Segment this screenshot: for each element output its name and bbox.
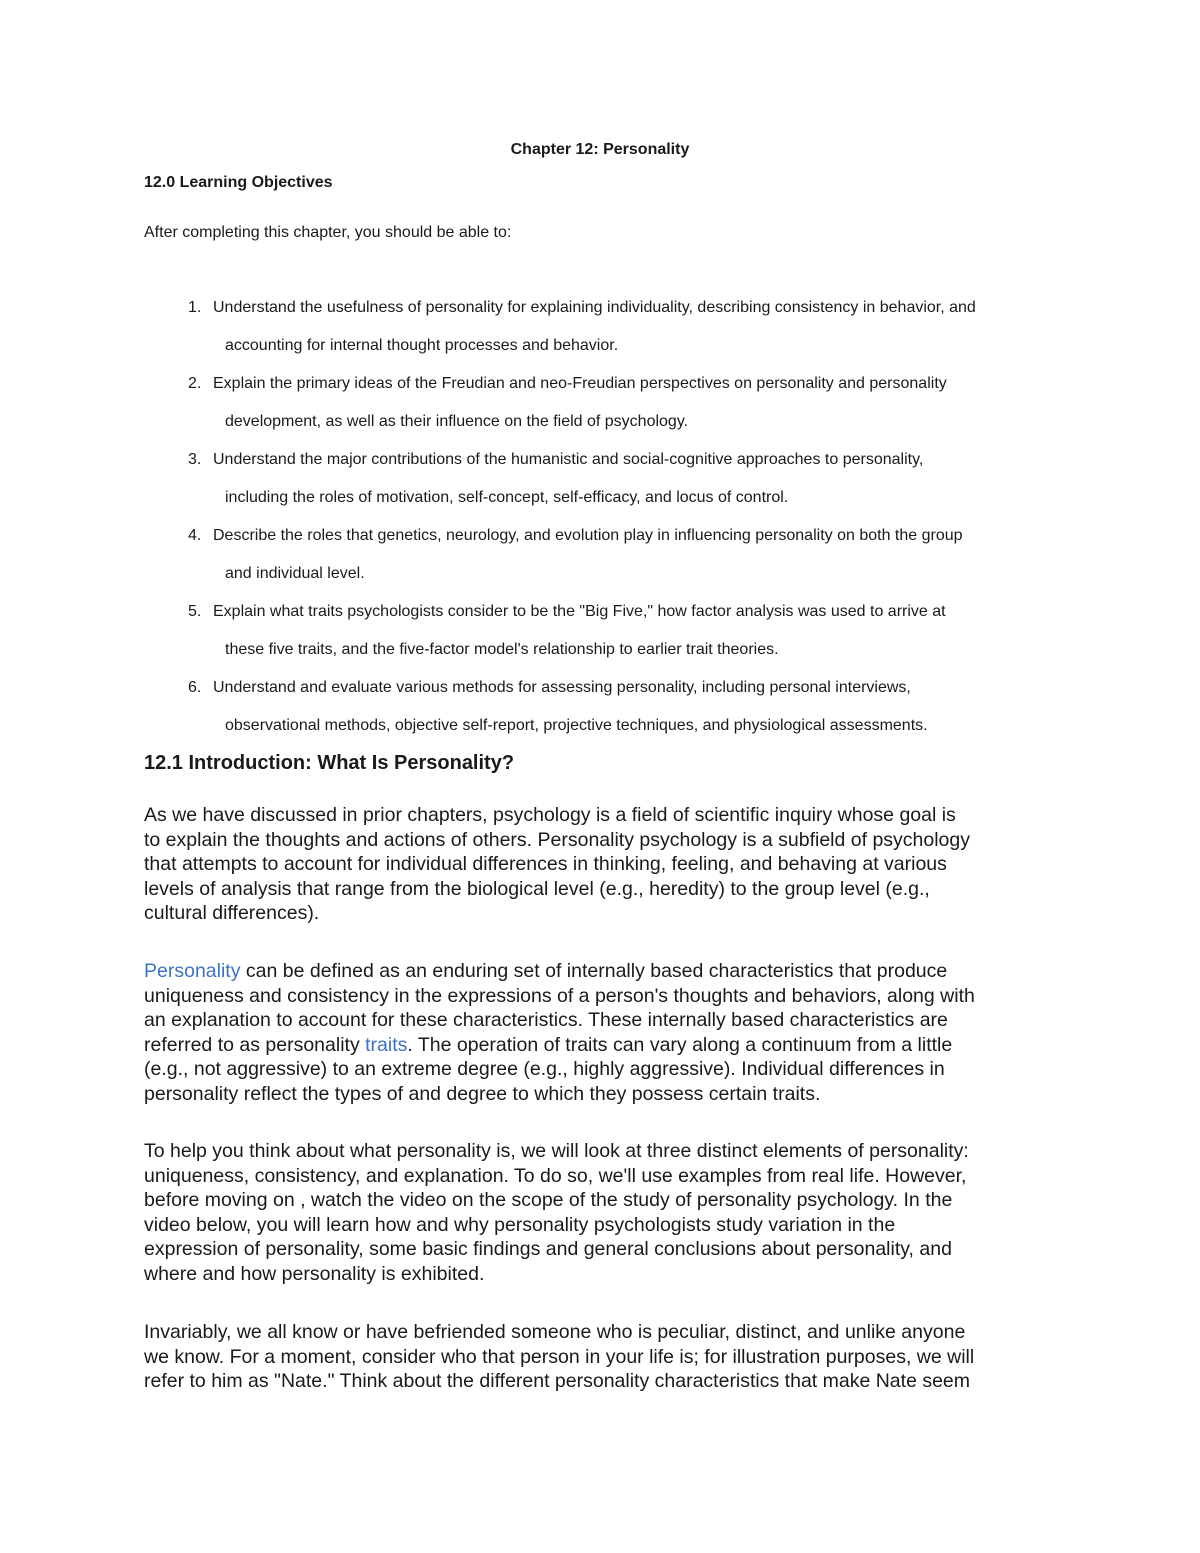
paragraph-line: To help you think about what personality is, we will look at three distinct elements of personality:: [144, 1140, 969, 1162]
section-heading: 12.1 Introduction: What Is Personality?: [144, 752, 515, 774]
paragraph-line: where and how personality is exhibited.: [144, 1262, 485, 1285]
objectives-heading: 12.0 Learning Objectives: [144, 174, 333, 191]
paragraph-line: cultural differences).: [144, 902, 320, 925]
objective-text-cont: development, as well as their influence on the field of psychology.: [225, 413, 689, 430]
paragraph-line: uniqueness, consistency, and explanation. To do so, we'll use examples from real life. However,: [144, 1164, 967, 1187]
paragraph-line: to explain the thoughts and actions of others. Personality psychology is a subfield of psychology: [144, 828, 970, 851]
objective-text: Understand and evaluate various methods for assessing personality, including personal interviews,: [213, 679, 911, 696]
objective-number: 2.: [188, 375, 202, 392]
paragraph-line: can be defined as an enduring set of internally based characteristics that produce: [240, 960, 948, 982]
objective-item: [144, 517, 1074, 593]
objective-item: [144, 289, 1074, 365]
objective-item: [144, 441, 1074, 517]
paragraph-intro: [144, 803, 1064, 926]
objective-number: 6.: [188, 679, 202, 696]
paragraph-line: Invariably, we all know or have befriended someone who is peculiar, distinct, and unlike anyone: [144, 1321, 966, 1343]
paragraph-line: that attempts to account for individual differences in thinking, feeling, and behaving at various: [144, 853, 947, 876]
objective-item: [144, 365, 1074, 441]
term-link-personality[interactable]: Personality: [144, 960, 241, 982]
paragraph-line: . The operation of traits can vary along a continuum from a little: [407, 1033, 953, 1056]
objectives-list: [144, 289, 1074, 745]
objectives-intro: After completing this chapter, you should be able to:: [144, 224, 512, 241]
objective-text: Explain what traits psychologists consider to be the "Big Five," how factor analysis was used to arrive at: [213, 603, 946, 620]
objective-text-cont: these five traits, and the five-factor model's relationship to earlier trait theories.: [225, 641, 779, 658]
objective-text-cont: and individual level.: [225, 565, 365, 582]
paragraph-line: video below, you will learn how and why personality psychologists study variation in the: [144, 1213, 896, 1236]
paragraph-line: before moving on , watch the video on the scope of the study of personality psychology. In the: [144, 1189, 953, 1212]
chapter-title: Chapter 12: Personality: [510, 141, 690, 158]
objective-number: 5.: [188, 603, 202, 620]
paragraph-line: levels of analysis that range from the biological level (e.g., heredity) to the group level (e.g.,: [144, 877, 930, 900]
objective-number: 3.: [188, 451, 202, 468]
objective-text-cont: including the roles of motivation, self-concept, self-efficacy, and locus of control.: [225, 489, 789, 506]
paragraph-nate: [144, 1320, 1064, 1394]
paragraph-line: an explanation to account for these characteristics. These internally based characteristics are: [144, 1009, 948, 1032]
term-link-traits[interactable]: traits: [365, 1033, 408, 1056]
objective-item: [144, 593, 1074, 669]
objective-text: Understand the major contributions of the humanistic and social-cognitive approaches to personality,: [213, 451, 924, 468]
objective-text: Describe the roles that genetics, neurology, and evolution play in influencing personality on both the group: [213, 527, 963, 544]
paragraph-line: we know. For a moment, consider who that person in your life is; for illustration purposes, we will: [144, 1345, 975, 1368]
paragraph-line: (e.g., not aggressive) to an extreme degree (e.g., highly aggressive). Individual differences in: [144, 1058, 945, 1081]
paragraph-elements: [144, 1139, 1064, 1287]
paragraph-line: personality reflect the types of and degree to which they possess certain traits.: [144, 1082, 821, 1105]
objective-number: 4.: [188, 527, 202, 544]
paragraph-definition: [144, 959, 1064, 1107]
paragraph-line: referred to as personality: [144, 1033, 366, 1056]
paragraph-line: expression of personality, some basic findings and general conclusions about personality, and: [144, 1238, 952, 1261]
objective-text-cont: observational methods, objective self-report, projective techniques, and physiological assessments.: [225, 717, 928, 734]
objective-text-cont: accounting for internal thought processes and behavior.: [225, 337, 619, 354]
objective-text: Explain the primary ideas of the Freudian and neo-Freudian perspectives on personality and personality: [213, 375, 947, 392]
paragraph-line: uniqueness and consistency in the expressions of a person's thoughts and behaviors, along with: [144, 984, 975, 1007]
paragraph-line: As we have discussed in prior chapters, psychology is a field of scientific inquiry whose goal is: [144, 804, 956, 826]
paragraph-line: refer to him as "Nate." Think about the different personality characteristics that make Nate seem: [144, 1370, 971, 1393]
objective-item: [144, 669, 1074, 745]
objective-number: 1.: [188, 299, 202, 316]
objective-text: Understand the usefulness of personality for explaining individuality, describing consistency in behavior, and: [213, 299, 976, 316]
